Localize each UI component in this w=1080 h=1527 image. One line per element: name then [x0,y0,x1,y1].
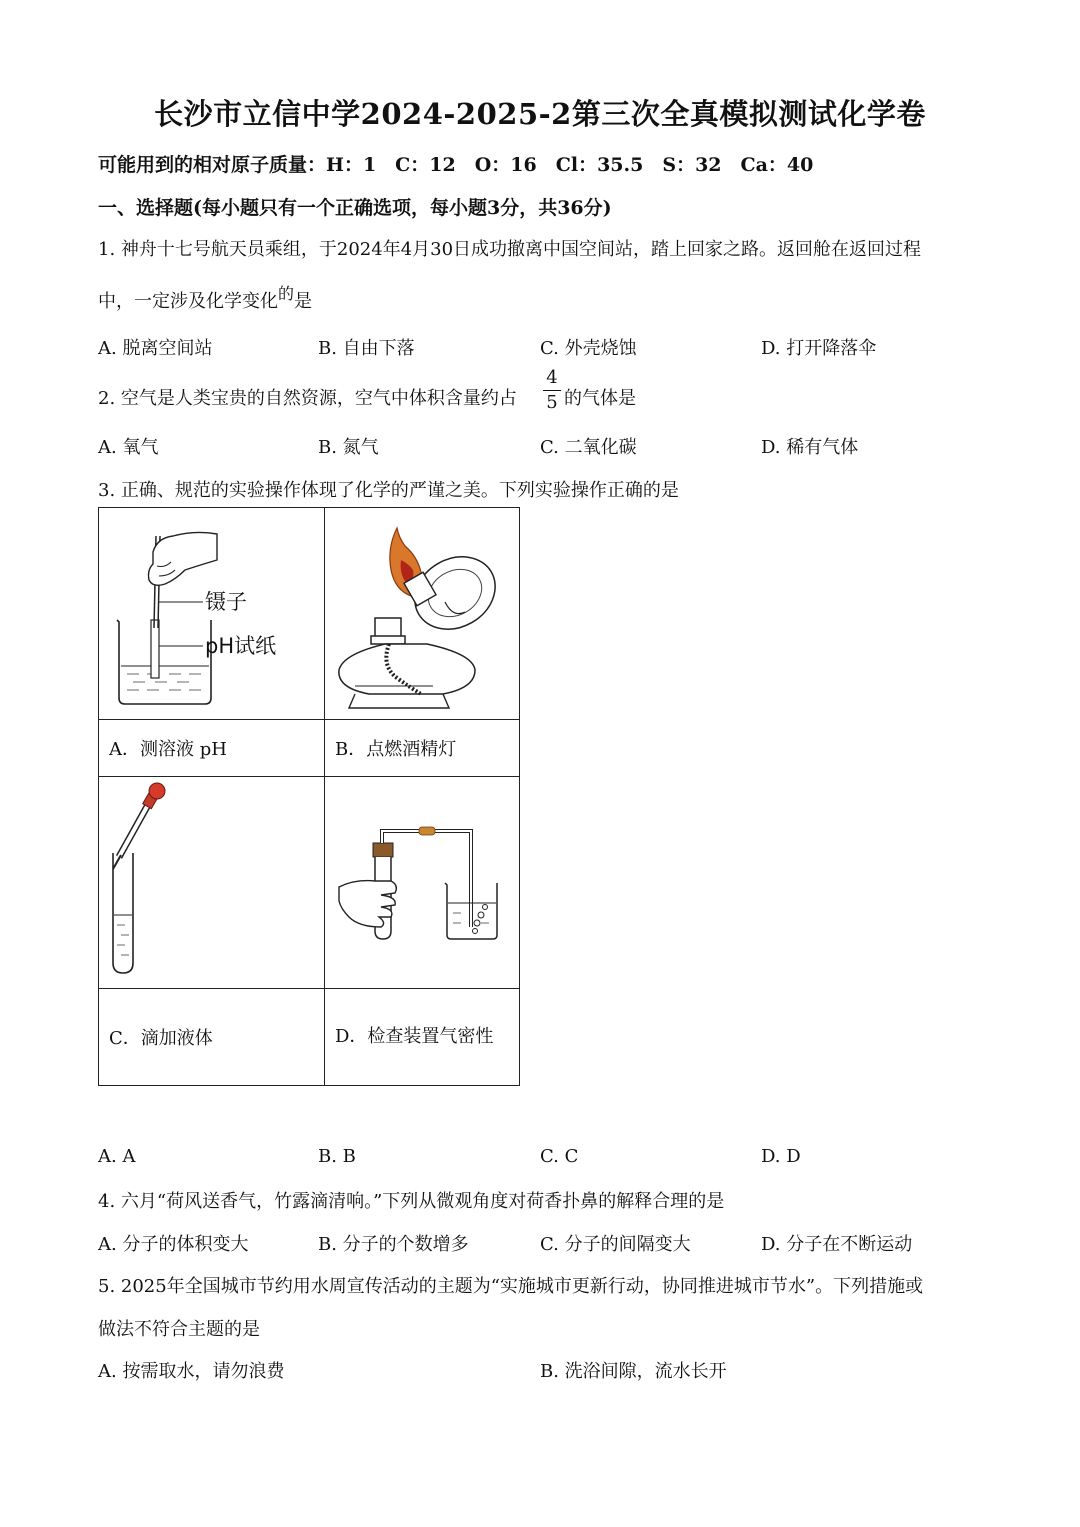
cell-label-d: D．检查装置气密性 [325,989,520,1086]
q1-option-a[interactable]: A. 脱离空间站 [98,338,213,359]
q4-stem: 4. 六月“荷风送香气，竹露滴清响。”下列从微观角度对荷香扑鼻的解释合理的是 [98,1191,725,1212]
cell-label-a: A．测溶液 pH [99,720,325,777]
atomic-mass-line: 可能用到的相对原子质量：H：1 C：12 O：16 Cl：35.5 S：32 Ca：40 [98,154,814,176]
figure-check-airtightness [325,777,520,989]
q2-option-c[interactable]: C. 二氧化碳 [540,437,637,458]
fraction-numerator: 4 [546,367,558,388]
ph-paper-label: pH试纸 [205,634,277,658]
cell-label-c: C．滴加液体 [99,989,325,1086]
q3-option-a[interactable]: A. A [98,1146,136,1167]
q3-stem: 3. 正确、规范的实验操作体现了化学的严谨之美。下列实验操作正确的是 [98,480,679,501]
q5-option-b[interactable]: B. 洗浴间隙，流水长开 [540,1361,727,1382]
q5-stem-line2: 做法不符合主题的是 [98,1319,260,1340]
q1-option-c[interactable]: C. 外壳烧蚀 [540,338,637,359]
figure-light-alcohol-lamp [325,508,520,720]
q1-stem-line2: 中，一定涉及化学变化的是 [98,284,313,312]
q5-stem-line1: 5. 2025年全国城市节约用水周宣传活动的主题为“实施城市更新行动，协同推进城市节水”。下列措施或 [98,1276,924,1297]
q4-option-d[interactable]: D. 分子在不断运动 [761,1234,913,1255]
ph-test-illustration [99,508,314,719]
q2-option-d[interactable]: D. 稀有气体 [761,437,859,458]
q4-option-a[interactable]: A. 分子的体积变大 [98,1234,249,1255]
fraction-denominator: 5 [546,392,558,413]
q1-option-d[interactable]: D. 打开降落伞 [761,338,877,359]
section-heading: 一、选择题(每小题只有一个正确选项，每小题3分，共36分) [98,197,612,219]
q2-fraction [543,368,561,413]
q3-option-d[interactable]: D. D [761,1146,801,1167]
tweezers-label: 镊子 [205,590,247,614]
figure-measure-ph [99,508,325,720]
q2-stem-b: 的气体是 [564,388,636,409]
q5-option-a[interactable]: A. 按需取水，请勿浪费 [98,1361,285,1382]
figure-drip-liquid [99,777,325,989]
page-title: 长沙市立信中学2024-2025-2第三次全真模拟测试化学卷 [154,97,926,131]
alcohol-lamp-illustration [325,508,509,719]
q4-option-b[interactable]: B. 分子的个数增多 [318,1234,469,1255]
cell-label-b: B．点燃酒精灯 [325,720,520,777]
q1-stem-line1: 1. 神舟十七号航天员乘组，于2024年4月30日成功撤离中国空间站，踏上回家之路。返回舱在返回过程 [98,239,922,260]
fraction-bar [543,390,561,391]
q3-option-b[interactable]: B. B [318,1146,356,1167]
q2-stem-a: 2. 空气是人类宝贵的自然资源，空气中体积含量约占 [98,388,517,409]
q3-option-c[interactable]: C. C [540,1146,579,1167]
airtightness-illustration [325,777,509,988]
q2-option-a[interactable]: A. 氧气 [98,437,159,458]
q1-option-b[interactable]: B. 自由下落 [318,338,415,359]
dropper-test-tube-illustration [99,777,314,988]
q4-option-c[interactable]: C. 分子的间隔变大 [540,1234,691,1255]
q3-operations-table [98,507,520,1086]
q2-option-b[interactable]: B. 氮气 [318,437,379,458]
